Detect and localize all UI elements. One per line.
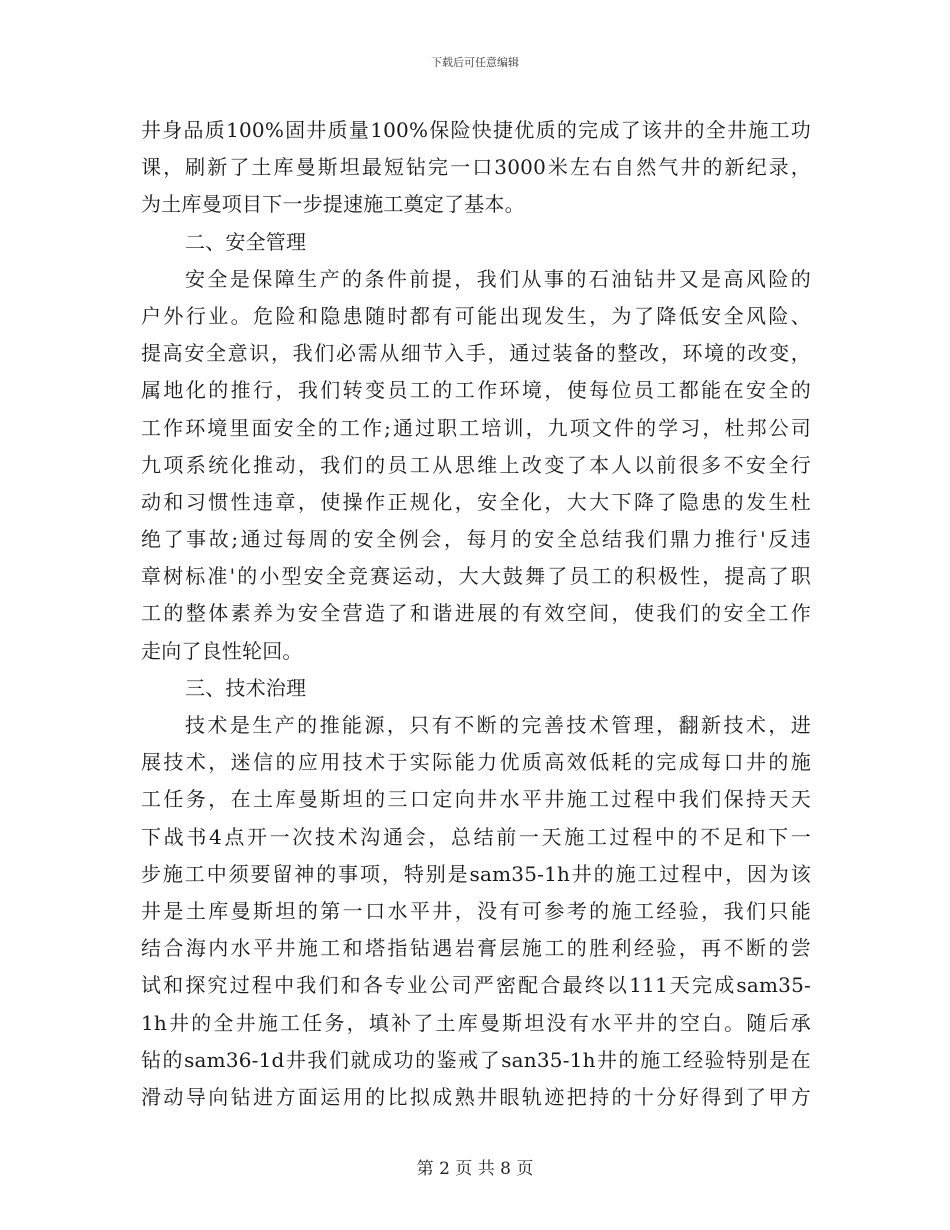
body-line: 户外行业。危险和隐患随时都有可能出现发生，为了降低安全风险、 bbox=[141, 303, 811, 328]
body-line: 九项系统化推动，我们的员工从思维上改变了本人以前很多不安全行 bbox=[141, 452, 811, 477]
body-line: 课，刷新了土库曼斯坦最短钻完一口3000米左右自然气井的新纪录， bbox=[141, 155, 811, 180]
body-line: 工作环境里面安全的工作;通过职工培训，九项文件的学习，杜邦公司 bbox=[141, 415, 811, 440]
section-heading: 三、技术治理 bbox=[185, 675, 307, 700]
body-line: 绝了事故;通过每周的安全例会，每月的安全总结我们鼎力推行'反违 bbox=[141, 527, 811, 552]
body-line: 技术是生产的推能源，只有不断的完善技术管理，翻新技术，进 bbox=[185, 713, 811, 737]
body-line: 井身品质100%固井质量100%保险快捷优质的完成了该井的全井施工功 bbox=[141, 118, 811, 142]
body-line: 1h井的全井施工任务，填补了土库曼斯坦没有水平井的空白。随后承 bbox=[141, 1010, 811, 1035]
body-line: 步施工中须要留神的事项，特别是sam35-1h井的施工过程中，因为该 bbox=[141, 861, 811, 886]
page-header: 下载后可任意编辑 bbox=[431, 56, 519, 69]
body-line: 展技术，迷信的应用技术于实际能力优质高效低耗的完成每口井的施 bbox=[141, 750, 811, 775]
body-line: 章树标准'的小型安全竞赛运动，大大鼓舞了员工的积极性，提高了职 bbox=[141, 564, 811, 589]
page-number: 第 2 页 共 8 页 bbox=[416, 1159, 534, 1179]
body-line: 滑动导向钻进方面运用的比拟成熟井眼轨迹把持的十分好得到了甲方 bbox=[141, 1084, 811, 1109]
body-line: 走向了良性轮回。 bbox=[141, 638, 303, 663]
body-line: 结合海内水平井施工和塔指钻遇岩膏层施工的胜利经验，再不断的尝 bbox=[141, 936, 811, 961]
body-line: 安全是保障生产的条件前提，我们从事的石油钻井又是高风险的 bbox=[185, 266, 811, 291]
body-line: 提高安全意识，我们必需从细节入手，通过装备的整改，环境的改变， bbox=[141, 341, 811, 366]
body-line: 为土库曼项目下一步提速施工奠定了基本。 bbox=[141, 192, 525, 217]
section-heading: 二、安全管理 bbox=[185, 229, 307, 254]
body-line: 试和探究过程中我们和各专业公司严密配合最终以111天完成sam35- bbox=[141, 973, 811, 998]
body-line: 工任务，在土库曼斯坦的三口定向井水平井施工过程中我们保持天天 bbox=[141, 787, 811, 812]
document-body bbox=[141, 112, 811, 1116]
body-line: 钻的sam36-1d井我们就成功的鉴戒了san35-1h井的施工经验特别是在 bbox=[141, 1047, 811, 1072]
body-line: 下战书4点开一次技术沟通会，总结前一天施工过程中的不足和下一 bbox=[141, 824, 811, 849]
body-line: 动和习惯性违章，使操作正规化，安全化，大大下降了隐患的发生杜 bbox=[141, 489, 811, 514]
body-line: 工的整体素养为安全营造了和谐进展的有效空间，使我们的安全工作 bbox=[141, 601, 811, 626]
body-line: 井是土库曼斯坦的第一口水平井，没有可参考的施工经验，我们只能 bbox=[141, 898, 811, 923]
body-line: 属地化的推行，我们转变员工的工作环境，使每位员工都能在安全的 bbox=[141, 378, 811, 403]
